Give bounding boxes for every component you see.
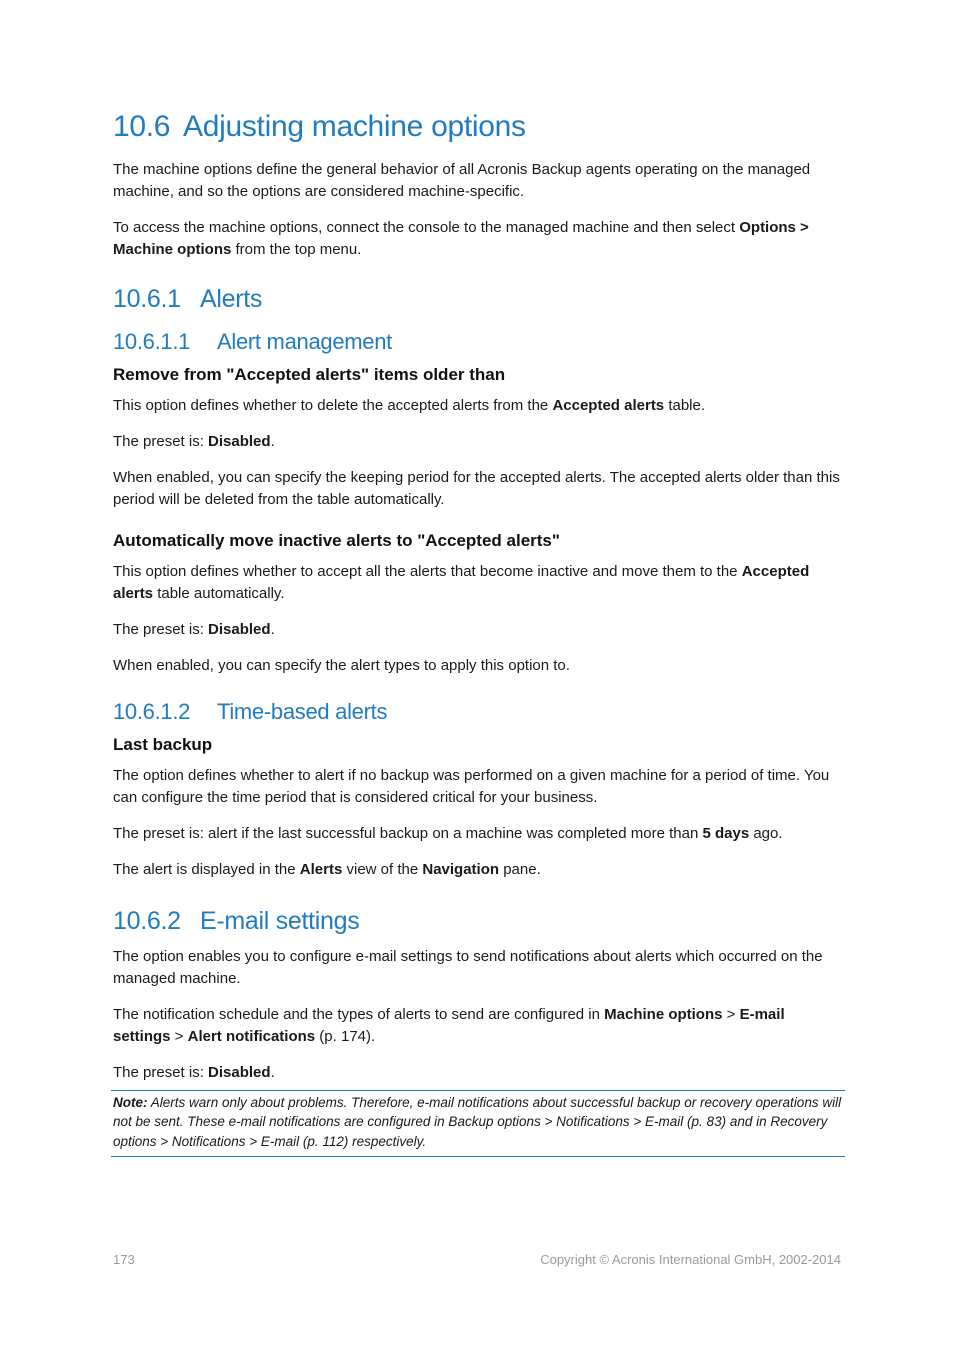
section-title: Adjusting machine options [183, 110, 526, 143]
note-text: Alerts warn only about problems. Therefore, e-mail notifications about successful backup or recovery operations will not be sent. These e-mail notifications are configured in Backup options > Notifications > E-mail (p. 83) and in Recovery options > Notifications > E-mail (p. 112) respectively. [113, 1094, 842, 1149]
alerts-number: 10.6.1 [113, 284, 181, 313]
display-text-a: The alert is displayed in the [113, 861, 300, 879]
email-settings-title: E-mail settings [200, 907, 360, 936]
intro-paragraph-1: The machine options define the general behavior of all Acronis Backup agents operating on the managed machine, and so the options are considered machine-specific. [113, 160, 811, 200]
alert-management-heading [113, 329, 843, 354]
preset-suffix: . [270, 432, 275, 450]
copyright-text: Copyright © Acronis International GmbH, 2002-2014 [540, 1252, 841, 1267]
machine-options-ref: Machine options [604, 1005, 723, 1023]
remove-desc-suffix: table. [664, 396, 706, 414]
time-based-number: 10.6.1.2 [113, 699, 191, 725]
move-inactive-preset [113, 619, 843, 641]
display-text-c: view of the [342, 861, 423, 879]
preset-value: Disabled [208, 1063, 271, 1081]
alerts-view-ref: Alerts [299, 861, 343, 879]
preset-suffix: . [270, 1063, 275, 1081]
preset-suffix: ago. [749, 825, 783, 843]
remove-accepted-detail: When enabled, you can specify the keeping period for the accepted alerts. The accepted alerts older than this period will be deleted from the table automatically. [113, 468, 840, 508]
separator: > [170, 1027, 188, 1045]
separator: > [722, 1005, 740, 1023]
alert-management-number: 10.6.1.1 [113, 329, 191, 355]
intro2-menu-path: Options > Machine options [113, 218, 809, 258]
move-inactive-detail: When enabled, you can specify the alert types to apply this option to. [113, 657, 570, 675]
move-desc-text: This option defines whether to accept all the alerts that become inactive and move them to the [113, 563, 742, 581]
move-desc-suffix: table automatically. [153, 585, 285, 603]
remove-desc-text: This option defines whether to delete the accepted alerts from the [113, 396, 553, 414]
note-label: Note: [113, 1094, 148, 1110]
preset-value: 5 days [702, 825, 750, 843]
alerts-title: Alerts [200, 284, 263, 313]
page-footer [113, 1252, 841, 1267]
preset-value: Disabled [208, 621, 271, 639]
navigation-pane-ref: Navigation [422, 861, 500, 879]
intro2-text: To access the machine options, connect the console to the managed machine and then select [113, 218, 740, 236]
email-schedule-info [113, 1004, 843, 1048]
preset-label: The preset is: [113, 432, 209, 450]
last-backup-heading: Last backup [113, 734, 213, 754]
preset-suffix: . [270, 621, 275, 639]
move-inactive-description [113, 561, 843, 605]
preset-label: The preset is: [113, 621, 209, 639]
page-reference: (p. 174). [315, 1027, 376, 1045]
remove-accepted-heading: Remove from "Accepted alerts" items older than [113, 364, 506, 384]
move-inactive-heading: Automatically move inactive alerts to "Accepted alerts" [113, 530, 560, 550]
email-description: The option enables you to configure e-mail settings to send notifications about alerts which occurred on the managed machine. [113, 947, 823, 987]
note-box [111, 1090, 845, 1158]
alerts-heading [113, 285, 843, 314]
page-number: 173 [113, 1252, 135, 1267]
last-backup-display [113, 859, 843, 881]
preset-label: The preset is: alert if the last successful backup on a machine was completed more than [113, 825, 703, 843]
alert-management-title: Alert management [217, 329, 392, 355]
schedule-text-a: The notification schedule and the types of alerts to send are configured in [113, 1005, 605, 1023]
section-number: 10.6 [113, 110, 171, 143]
time-based-title: Time-based alerts [217, 699, 388, 725]
remove-accepted-description [113, 395, 843, 417]
document-page [113, 110, 843, 1157]
intro2-suffix: from the top menu. [231, 240, 362, 258]
preset-label: The preset is: [113, 1063, 209, 1081]
last-backup-description: The option defines whether to alert if no backup was performed on a given machine for a period of time. You can configure the time period that is considered critical for your business. [113, 767, 830, 807]
email-settings-ref: E-mail settings [113, 1005, 785, 1045]
alert-notifications-link[interactable]: Alert notifications [187, 1027, 316, 1045]
time-based-heading [113, 699, 843, 724]
intro-paragraph-2 [113, 217, 843, 261]
email-settings-number: 10.6.2 [113, 907, 181, 936]
remove-desc-bold: Accepted alerts [552, 396, 665, 414]
remove-accepted-preset [113, 431, 843, 453]
email-settings-heading [113, 907, 843, 936]
section-heading [113, 110, 843, 145]
last-backup-preset [113, 823, 843, 845]
email-preset [113, 1062, 843, 1084]
preset-value: Disabled [208, 432, 271, 450]
move-desc-bold: Accepted alerts [113, 563, 810, 603]
display-text-e: pane. [499, 861, 541, 879]
